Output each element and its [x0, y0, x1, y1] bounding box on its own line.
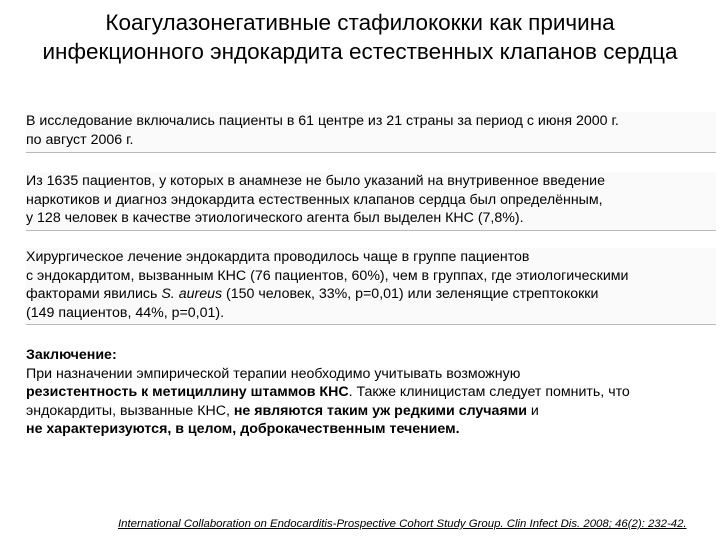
paragraph-line [26, 383, 716, 402]
text-segment: факторами явились [26, 286, 162, 302]
paragraph-line: Из 1635 пациентов, у которых в анамнезе не было указаний на внутривенное введение [26, 173, 605, 189]
conclusion-block [26, 346, 716, 439]
paragraph-line [26, 402, 716, 421]
emphasis-text: не являются таким уж редкими случаями [233, 402, 527, 419]
title-line-2: инфекционного эндокардита естественных клапанов сердца [42, 39, 678, 64]
organism-name: S. aureus [161, 286, 223, 302]
paragraph-line: по август 2006 г. [26, 131, 134, 148]
text-segment: и [526, 402, 539, 419]
paragraph-line: Хирургическое лечение эндокардита проводилось чаще в группе пациентов [26, 249, 530, 265]
title-line-1: Коагулазонегативные стафилококки как причина [105, 10, 615, 35]
paragraph-line: с эндокардитом, вызванным КНС (76 пациентов, 60%), чем в группах, где этиологическими [26, 267, 629, 284]
paragraph-study-design [26, 112, 716, 153]
conclusion-heading: Заключение: [26, 347, 117, 363]
paragraph-line: В исследование включались пациенты в 61 центре из 21 страны за период с июня 2000 г. [26, 113, 619, 129]
paragraph-surgery [26, 248, 716, 325]
paragraph-line: наркотиков и диагноз эндокардита естественных клапанов сердца был определённым, [26, 191, 603, 208]
emphasis-text: не характеризуются, в целом, доброкачественным течением. [26, 421, 460, 437]
emphasis-text: резистентность к метициллину штаммов КНС [26, 384, 349, 400]
text-segment: эндокардиты, вызванные КНС, [26, 402, 234, 419]
paragraph-line [26, 285, 716, 304]
slide-title [0, 8, 720, 66]
paragraph-line: При назначении эмпирической терапии необходимо учитывать возможную [26, 365, 521, 382]
text-segment: . Также клиницистам следует помнить, что [348, 384, 630, 400]
paragraph-patients [26, 172, 716, 231]
text-segment: (150 человек, 33%, р=0,01) или зеленящие стрептококки [222, 286, 599, 302]
citation-link[interactable]: International Collaboration on Endocarditis-Prospective Cohort Study Group. Clin Infect Dis. 2008; 46(2): 232-42. [118, 518, 687, 530]
paragraph-line: (149 пациентов, 44%, р=0,01). [26, 304, 225, 321]
paragraph-line: у 128 человек в качестве этиологического агента был выделен КНС (7,8%). [26, 210, 524, 226]
